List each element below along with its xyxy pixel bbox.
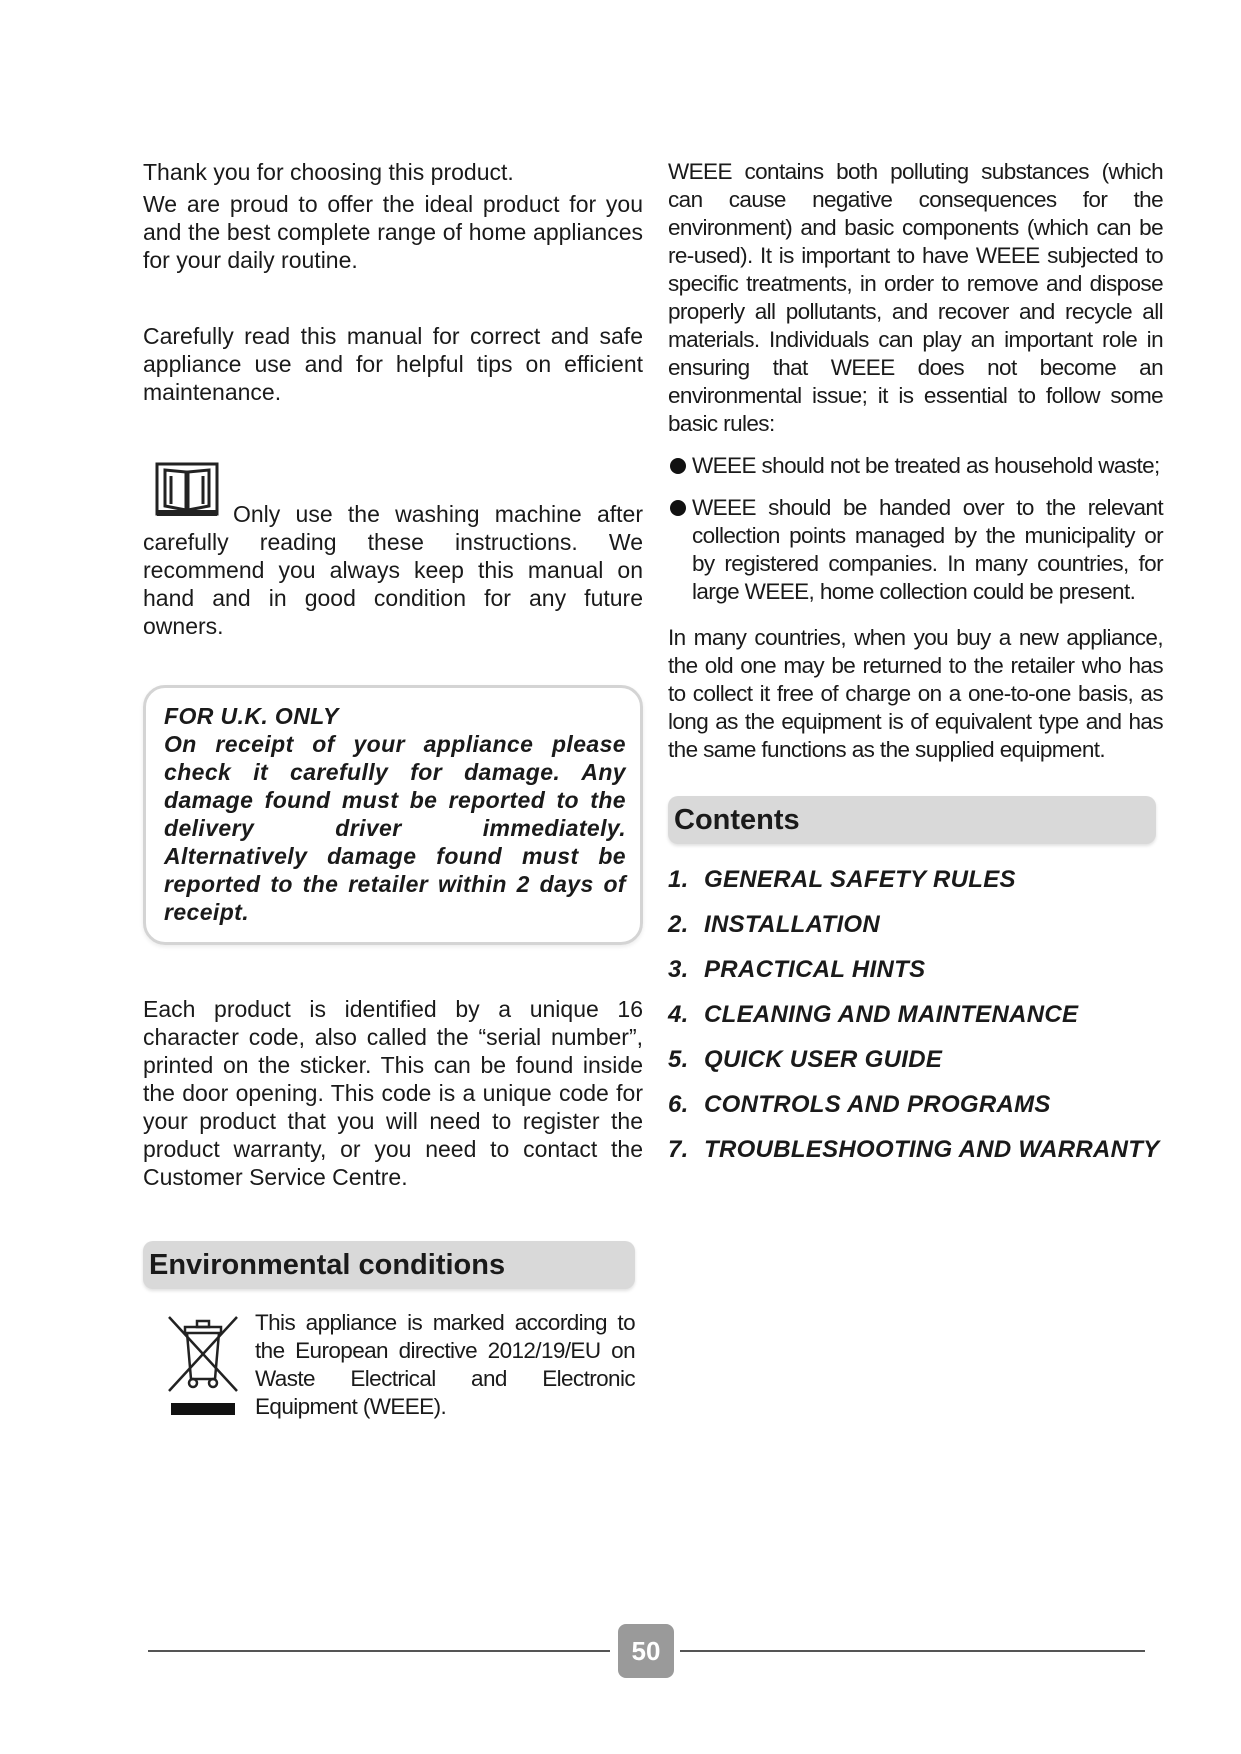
list-item — [668, 452, 1163, 480]
right-column — [668, 158, 1163, 1181]
bullet-text: WEEE should be handed over to the relevant collection points managed by the municipality or by registered companies. In many countries, for large WEEE, home collection could be present. — [692, 495, 1163, 604]
read-manual-text: Carefully read this manual for correct and safe appliance use and for helpful tips on efficient maintenance. — [143, 323, 643, 405]
page-footer — [0, 1620, 1241, 1680]
retailer-text: In many countries, when you buy a new appliance, the old one may be returned to the retailer who has to collect it free of charge on a one-to-one basis, as long as the equipment is of equivalent type and has the same functions as the supplied equipment. — [668, 625, 1163, 762]
thanks-text: Thank you for choosing this product. — [143, 159, 514, 185]
only-use-text: Only use the washing machine after carefully reading these instructions. We recommend you always keep this manual on hand and in good condition for any future owners. — [143, 501, 643, 639]
left-column — [143, 158, 643, 1421]
footer-divider-right — [680, 1650, 1145, 1652]
uk-only-body: On receipt of your appliance please check it carefully for damage. Any damage found must be reported to the delivery driver immediately. Alternatively damage found must be reported to the retailer within 2 days of receipt. — [164, 731, 626, 925]
toc-item[interactable]: 7. TROUBLESHOOTING AND WARRANTY — [668, 1136, 1160, 1163]
environmental-conditions-heading: Environmental conditions — [143, 1241, 635, 1289]
list-item — [668, 494, 1163, 606]
book-icon — [155, 460, 219, 518]
bullet-icon — [670, 500, 686, 516]
toc-item[interactable]: 2. INSTALLATION — [668, 911, 881, 938]
proud-text: We are proud to offer the ideal product for you and the best complete range of home appliances for your daily routine. — [143, 191, 643, 273]
footer-divider-left — [148, 1650, 610, 1652]
manual-notice — [143, 464, 643, 640]
bullet-icon — [670, 458, 686, 474]
weee-marked-text: This appliance is marked according to the European directive 2012/19/EU on Waste Electrical and Electronic Equipment (WEEE). — [255, 1310, 635, 1419]
uk-only-box — [143, 685, 643, 945]
serial-number-text: Each product is identified by a unique 16 character code, also called the “serial number”, printed on the sticker. This can be found inside the door opening. This code is a unique code for your product that you will need to register the product warranty, or you need to contact the Customer Service Centre. — [143, 996, 643, 1190]
page-number-badge: 50 — [618, 1624, 674, 1678]
toc-item[interactable]: 1. GENERAL SAFETY RULES — [668, 866, 1016, 893]
toc-item[interactable]: 4. CLEANING AND MAINTENANCE — [668, 1001, 1079, 1028]
weee-intro-text: WEEE contains both polluting substances (which can cause negative consequences for the environment) and basic components (which can be re-used). It is important to have WEEE subjected to specific treatments, in order to remove and dispose properly all pollutants, and recover and recycle all materials. Individuals can play an important role in ensuring that WEEE does not become an environmental issue; it is essential to follow some basic rules: — [668, 159, 1163, 436]
weee-marking — [143, 1309, 643, 1421]
bullet-text: WEEE should not be treated as household waste; — [692, 453, 1160, 478]
crossed-bin-icon — [163, 1309, 243, 1419]
uk-only-title: FOR U.K. ONLY — [164, 703, 339, 729]
toc-item[interactable]: 5. QUICK USER GUIDE — [668, 1046, 943, 1073]
toc-item[interactable]: 6. CONTROLS AND PROGRAMS — [668, 1091, 1051, 1118]
toc-item[interactable]: 3. PRACTICAL HINTS — [668, 956, 926, 983]
contents-list — [668, 866, 1163, 1164]
contents-heading: Contents — [668, 796, 1156, 844]
